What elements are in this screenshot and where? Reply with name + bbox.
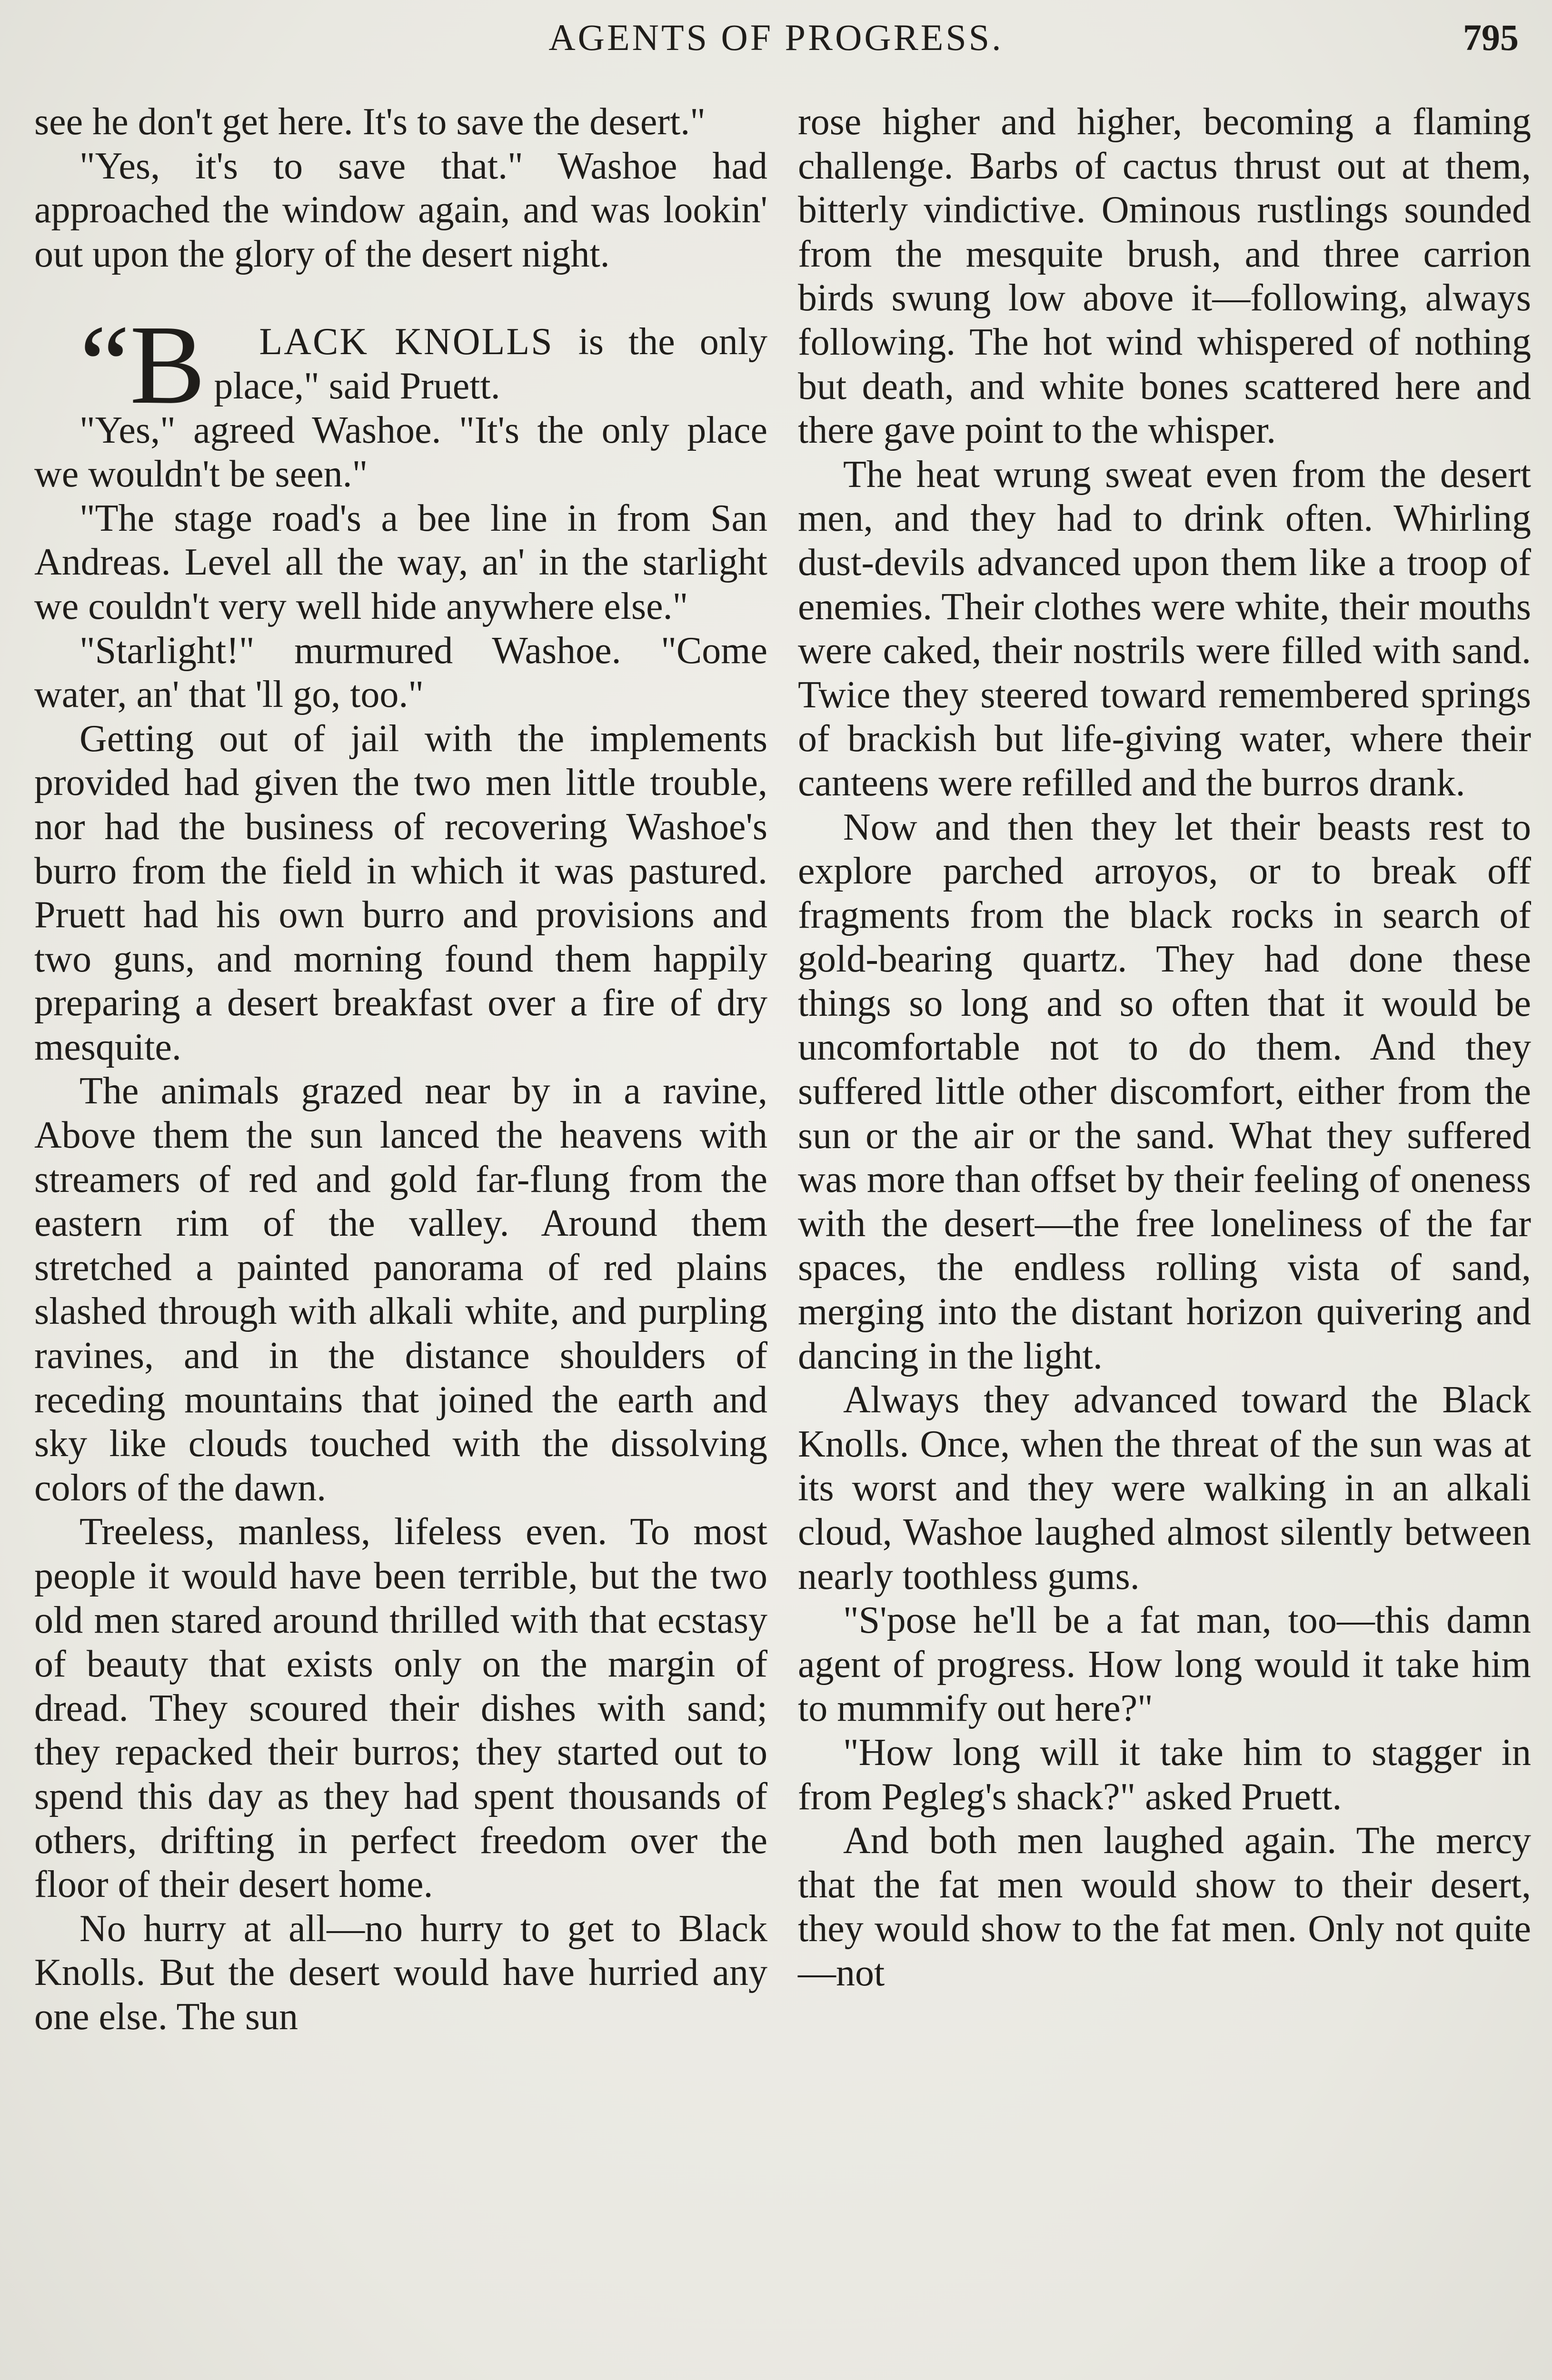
paragraph: The heat wrung sweat even from the desert men, and they had to drink often. Whirling dust-devils advanced upon them like a troop of enemies. Their clothes were white, their mouths were caked, their nostrils were filled with sand. Twice they steered toward remembered springs of brackish but life-giving water, where their canteens were refilled and the burros drank.: [798, 453, 1531, 804]
drop-cap: “B: [80, 302, 206, 428]
paragraph: rose higher and higher, becoming a flaming challenge. Barbs of cactus thrust out at them, bitterly vindictive. Ominous rustlings sounded from the mesquite brush, and three carrion birds swung low above it—following, always following. The hot wind whispered of nothing but death, and white bones scattered here and there gave point to the whisper.: [798, 101, 1531, 452]
paragraph: Now and then they let their beasts rest to explore parched arroyos, or to break off fragments from the black rocks in search of gold-bearing quartz. They had done these things so long and so often that it would be uncomfortable not to do them. And they suffered little other discomfort, either from the sun or the air or the sand. What they suffered was more than offset by their feeling of oneness with the desert—the free loneliness of the far spaces, the endless rolling vista of sand, merging into the distant horizon quivering and dancing in the light.: [798, 806, 1531, 1377]
paragraph: "S'pose he'll be a fat man, too—this damn agent of progress. How long would it take him to mummify out here?": [798, 1599, 1531, 1730]
paragraph: And both men laughed again. The mercy that the fat men would show to their desert, they would show to the fat men. Only not quite—not: [798, 1820, 1531, 1994]
paragraph: "Starlight!" murmured Washoe. "Come water, an' that 'll go, too.": [34, 629, 767, 716]
page-number: 795: [1463, 17, 1519, 58]
paragraph: The animals grazed near by in a ravine, Above them the sun lanced the heavens with streamers of red and gold far-flung from the eastern rim of the valley. Around them stretched a painted panorama of red plains slashed through with alkali white, and purpling ravines, and in the distance shoulders of receding mountains that joined the earth and sky like clouds touched with the dissolving colors of the dawn.: [34, 1070, 767, 1509]
section-opening-paragraph: [34, 302, 767, 428]
lead-in-caps: LACK KNOLLS: [259, 321, 554, 363]
paragraph: Treeless, manless, lifeless even. To most people it would have been terrible, but the two old men stared around thrilled with that ecstasy of beauty that exists only on the margin of dread. They scoured their dishes with sand; they repacked their burros; they started out to spend this day as they had spent thousands of others, drifting in perfect freedom over the floor of their desert home.: [34, 1511, 767, 1906]
right-column: [798, 100, 1531, 1995]
paragraph: "Yes, it's to save that." Washoe had approached the window again, and was lookin' out upon the glory of the desert night.: [34, 145, 767, 275]
running-head: [29, 10, 1523, 63]
paragraph: "The stage road's a bee line in from San Andreas. Level all the way, an' in the starlight we couldn't very well hide anywhere else.": [34, 497, 767, 627]
lead-in-rest: is the only place," said Pruett.: [214, 321, 767, 407]
running-title: AGENTS OF PROGRESS.: [548, 17, 1004, 58]
paragraph: "How long will it take him to stagger in from Pegleg's shack?" asked Pruett.: [798, 1731, 1531, 1818]
paragraph: see he don't get here. It's to save the desert.": [34, 101, 706, 143]
left-column: [34, 100, 767, 2039]
paragraph: Always they advanced toward the Black Knolls. Once, when the threat of the sun was at its worst and they were walking in an alkali cloud, Washoe laughed almost silently between nearly toothless gums.: [798, 1379, 1531, 1597]
paragraph: No hurry at all—no hurry to get to Black Knolls. But the desert would have hurried any one else. The sun: [34, 1907, 767, 2038]
paragraph: "Yes," agreed Washoe. "It's the only place we wouldn't be seen.": [34, 409, 767, 496]
paragraph: Getting out of jail with the implements provided had given the two men little trouble, nor had the business of recovering Washoe's burro from the field in which it was pastured. Pruett had his own burro and provisions and two guns, and morning found them happily preparing a desert breakfast over a fire of dry mesquite.: [34, 717, 767, 1068]
